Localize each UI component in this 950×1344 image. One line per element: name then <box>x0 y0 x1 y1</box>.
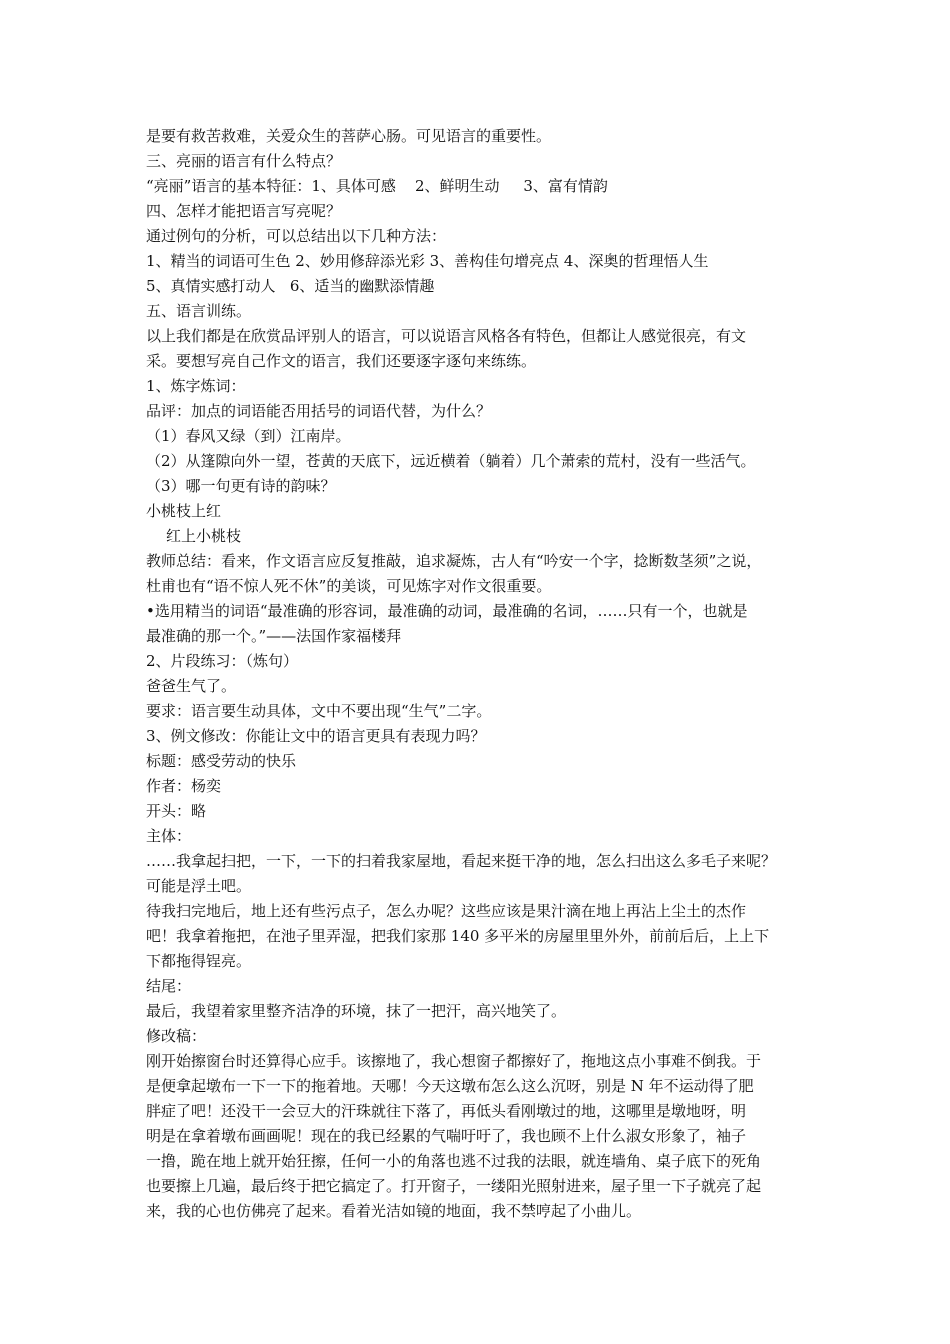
text-line: 待我扫完地后，地上还有些污点子，怎么办呢？这些应该是果汁滴在地上再沾上尘土的杰作 <box>146 902 747 920</box>
text-line: 主体： <box>146 827 192 845</box>
section-heading: 四、怎样才能把语言写亮呢？ <box>146 202 342 220</box>
text-line: 下都拖得锃亮。 <box>146 952 252 970</box>
section-heading: 五、语言训练。 <box>146 302 252 320</box>
section-heading: 三、亮丽的语言有什么特点？ <box>146 152 342 170</box>
poem-line: 红上小桃枝 <box>166 527 242 545</box>
text-line: 吧！我拿着拖把，在池子里弄湿，把我们家那 140 多平米的房屋里里外外，前前后后，上上下 <box>146 927 770 945</box>
text-line: 教师总结：看来，作文语言应反复推敲，追求凝炼，古人有“吟安一个字，捻断数茎须”之说， <box>146 552 762 570</box>
text-line: 采。要想写亮自己作文的语言，我们还要逐字逐句来练练。 <box>146 352 537 370</box>
text-line: 爸爸生气了。 <box>146 677 237 695</box>
text-line: 是便拿起墩布一下一下的拖着地。天哪！今天这墩布怎么这么沉呀，别是 N 年不运动得了肥 <box>146 1077 754 1095</box>
text-line: 开头：略 <box>146 802 207 820</box>
text-line: 最后，我望着家里整齐洁净的环境，抹了一把汗，高兴地笑了。 <box>146 1002 567 1020</box>
quote-line: •选用精当的词语“最准确的形容词，最准确的动词，最准确的名词，……只有一个，也就是 <box>146 602 748 620</box>
subsection-heading: 3、例文修改：你能让文中的语言更具有表现力吗？ <box>146 727 486 745</box>
text-line: “亮丽”语言的基本特征：1、具体可感 2、鲜明生动 3、富有情韵 <box>146 177 608 195</box>
example-line: （2）从篷隙向外一望，苍黄的天底下，远近横着（躺着）几个萧索的荒村，没有一些活气。 <box>146 452 756 470</box>
example-line: （3）哪一句更有诗的韵味？ <box>146 477 336 495</box>
quote-line: 最准确的那一个。”——法国作家福楼拜 <box>146 627 402 645</box>
poem-line: 小桃枝上红 <box>146 502 222 520</box>
text-line: 杜甫也有“语不惊人死不休”的美谈，可见炼字对作文很重要。 <box>146 577 552 595</box>
text-line: 品评：加点的词语能否用括号的词语代替，为什么？ <box>146 402 492 420</box>
subsection-heading: 2、片段练习：（炼句） <box>146 652 299 670</box>
text-line: 作者：杨奕 <box>146 777 222 795</box>
text-line: 来，我的心也仿佛亮了起来。看着光洁如镜的地面，我不禁哼起了小曲儿。 <box>146 1202 642 1220</box>
text-line: 可能是浮土吧。 <box>146 877 252 895</box>
text-line: 明是在拿着墩布画画呢！现在的我已经累的气喘吁吁了，我也顾不上什么淑女形象了，袖子 <box>146 1127 747 1145</box>
text-line: 也要擦上几遍，最后终于把它搞定了。打开窗子，一缕阳光照射进来，屋子里一下子就亮了起 <box>146 1177 762 1195</box>
text-line: 胖症了吧！还没干一会豆大的汗珠就往下落了，再低头看刚墩过的地，这哪里是墩地呀，明 <box>146 1102 747 1120</box>
subsection-heading: 1、炼字炼词： <box>146 377 246 395</box>
text-line: 修改稿： <box>146 1027 207 1045</box>
document-body <box>146 124 814 1224</box>
text-line: 结尾： <box>146 977 192 995</box>
example-line: （1）春风又绿（到）江南岸。 <box>146 427 351 445</box>
text-line: 是要有救苦救难，关爱众生的菩萨心肠。可见语言的重要性。 <box>146 127 552 145</box>
text-line: 要求：语言要生动具体，文中不要出现“生气”二字。 <box>146 702 492 720</box>
text-line: 1、精当的词语可生色 2、妙用修辞添光彩 3、善构佳句增亮点 4、深奥的哲理悟人生 <box>146 252 709 270</box>
text-line: 5、真情实感打动人 6、适当的幽默添情趣 <box>146 277 435 295</box>
text-line: 通过例句的分析，可以总结出以下几种方法： <box>146 227 447 245</box>
text-line: 标题：感受劳动的快乐 <box>146 752 297 770</box>
text-line: 以上我们都是在欣赏品评别人的语言，可以说语言风格各有特色，但都让人感觉很亮，有文 <box>146 327 747 345</box>
text-line: 一撸，跪在地上就开始狂擦，任何一小的角落也逃不过我的法眼，就连墙角、桌子底下的死角 <box>146 1152 762 1170</box>
text-line: 刚开始擦窗台时还算得心应手。该擦地了，我心想窗子都擦好了，拖地这点小事难不倒我。于 <box>146 1052 762 1070</box>
text-line: ……我拿起扫把，一下，一下的扫着我家屋地，看起来挺干净的地，怎么扫出这么多毛子来呢？ <box>146 852 777 870</box>
